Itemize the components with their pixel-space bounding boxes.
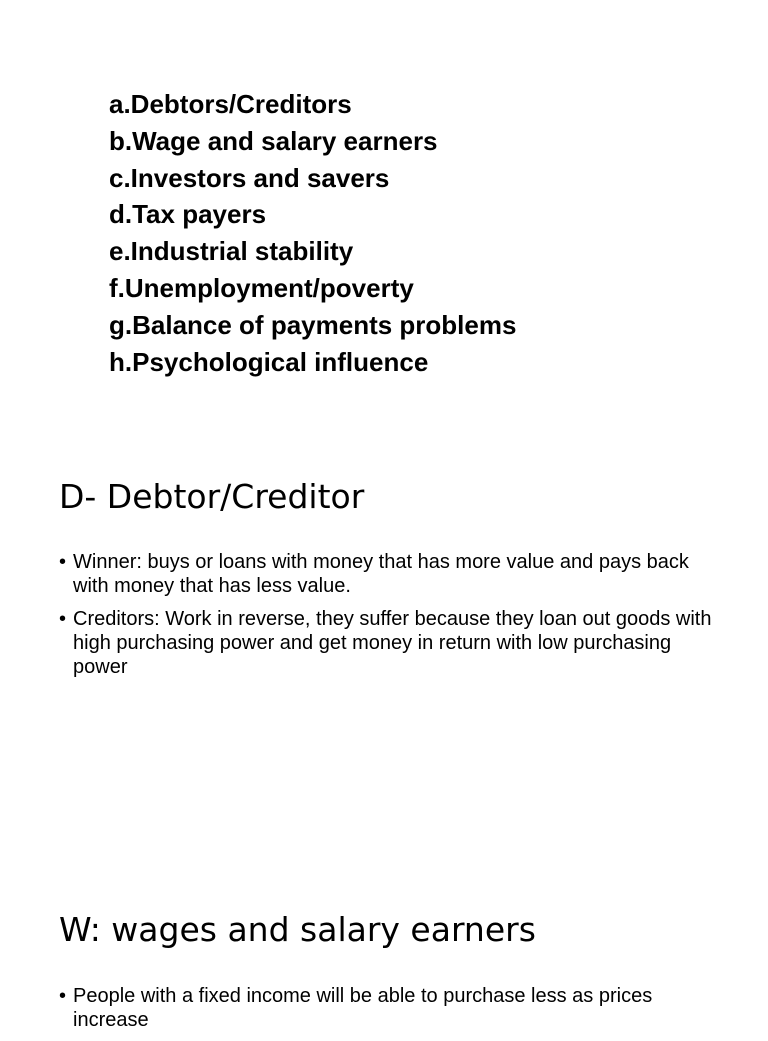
list-item: h.Psychological influence xyxy=(109,346,429,377)
list-item: e.Industrial stability xyxy=(109,236,354,267)
list-item: a.Debtors/Creditors xyxy=(109,89,352,119)
bullet-icon: • xyxy=(59,608,67,630)
list-item: d.Tax payers xyxy=(109,199,267,230)
bullet-list xyxy=(59,984,719,1041)
bullet-item xyxy=(59,984,719,1032)
slide-debtor-creditor xyxy=(0,420,768,850)
bullet-text: Creditors: Work in reverse, they suffer because they loan out goods with high purchasing power and get money in return with low purchasing power xyxy=(73,608,712,678)
list-item: g.Balance of payments problems xyxy=(109,309,517,340)
bullet-item xyxy=(59,607,719,679)
lettered-list xyxy=(109,86,516,380)
slide-title: D- Debtor/Creditor xyxy=(59,477,365,516)
bullet-item xyxy=(59,550,719,598)
slide-title: W: wages and salary earners xyxy=(59,910,536,949)
bullet-text: People with a fixed income will be able to purchase less as prices increase xyxy=(73,985,653,1031)
list-item: f.Unemployment/poverty xyxy=(109,272,414,303)
bullet-icon: • xyxy=(59,551,67,573)
list-item: c.Investors and savers xyxy=(109,162,390,193)
bullet-text: Winner: buys or loans with money that has more value and pays back with money that has less value. xyxy=(73,551,689,597)
bullet-icon: • xyxy=(59,985,67,1007)
list-item: b.Wage and salary earners xyxy=(109,125,438,156)
slide-overview xyxy=(0,0,768,420)
bullet-list xyxy=(59,550,719,688)
slide-wages-salary xyxy=(0,850,768,1031)
